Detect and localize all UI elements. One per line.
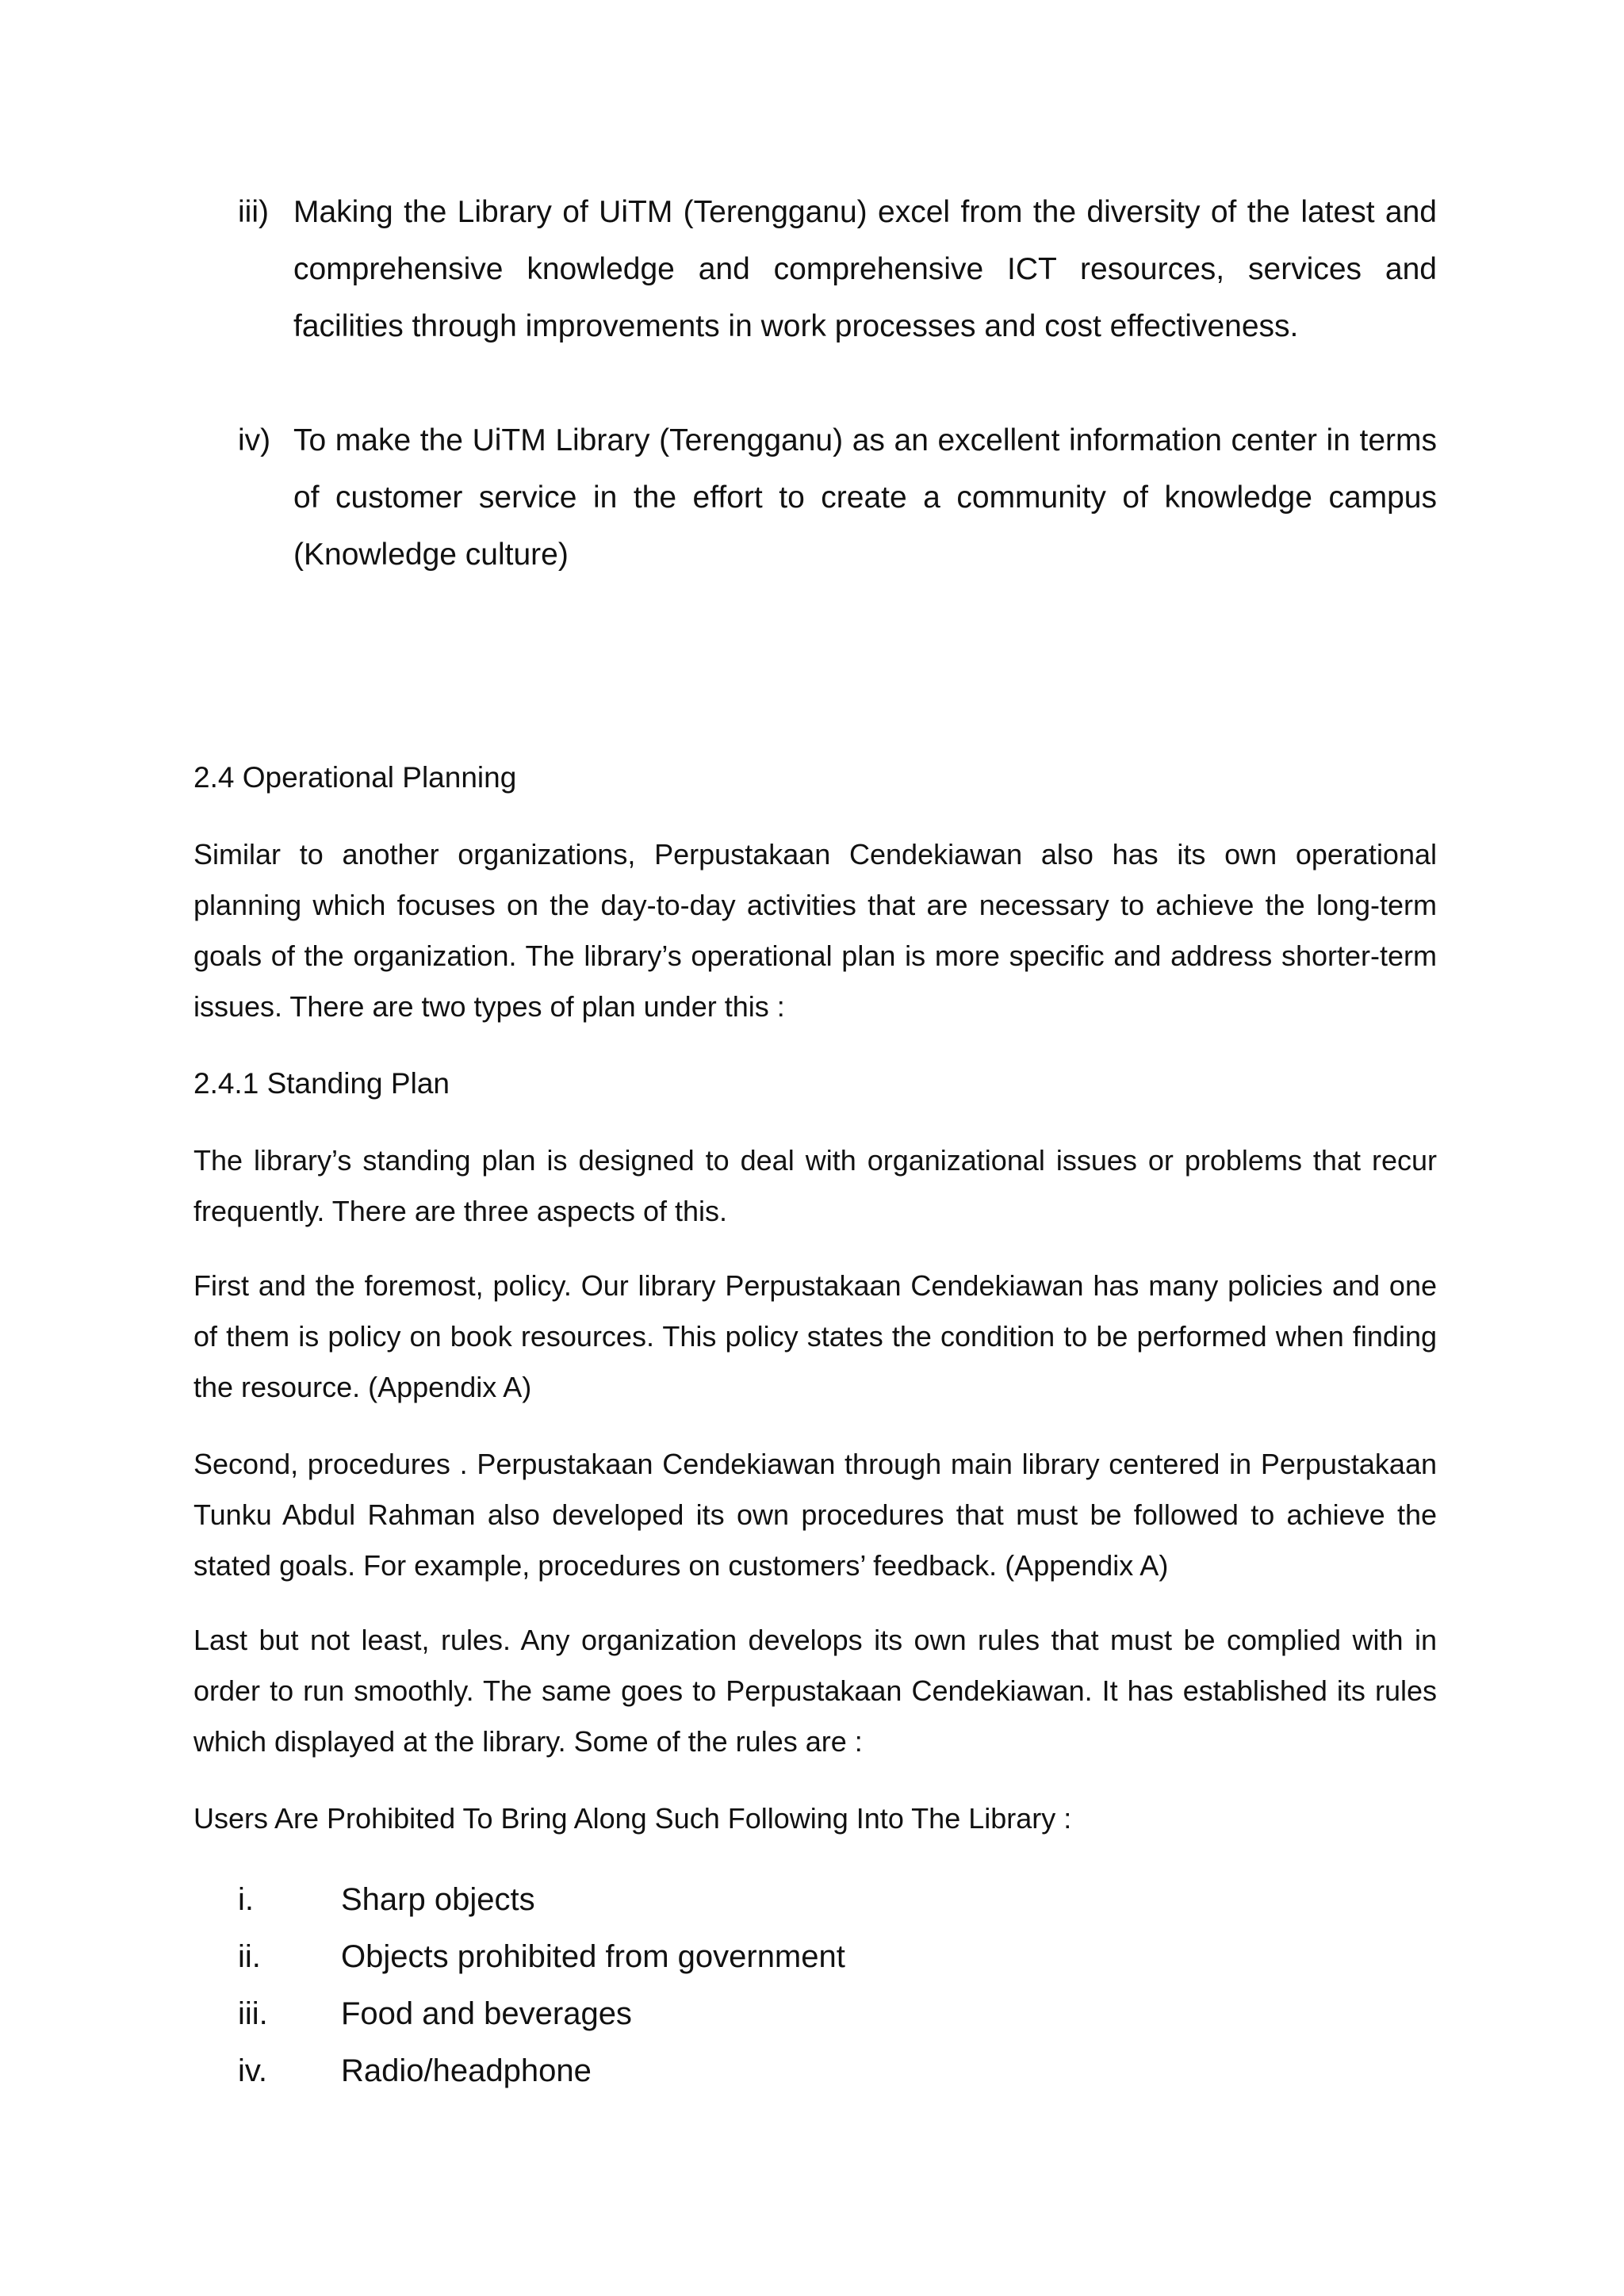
prohibited-intro: Users Are Prohibited To Bring Along Such Following Into The Library : xyxy=(193,1802,1072,1835)
list-item-label: Food and beverages xyxy=(341,1996,632,2031)
list-item xyxy=(238,1985,1269,2042)
list-item-label: Radio/headphone xyxy=(341,2053,592,2088)
objective-marker: iv) xyxy=(238,423,271,457)
objective-marker: iii) xyxy=(238,195,269,229)
list-item-label: Objects prohibited from government xyxy=(341,1939,845,1974)
objective-item-iii xyxy=(238,184,1437,355)
objective-item-iv xyxy=(238,412,1437,584)
subsection-heading: 2.4.1 Standing Plan xyxy=(193,1067,450,1100)
procedures-paragraph: Second, procedures . Perpustakaan Cendekiawan through main library centered in Perpustakaan Tunku Abdul Rahman also developed its own procedures that must be followed to achieve the stated goals. For example, procedures on customers’ feedback. (Appendix A) xyxy=(193,1448,1437,1582)
section-heading: 2.4 Operational Planning xyxy=(193,761,517,794)
standing-plan-paragraph: The library’s standing plan is designed to deal with organizational issues or problems that recur frequently. There are three aspects of this. xyxy=(193,1144,1437,1227)
list-item-number: iv. xyxy=(238,2053,268,2088)
rules-paragraph: Last but not least, rules. Any organization develops its own rules that must be complied with in order to run smoothly. The same goes to Perpustakaan Cendekiawan. It has established its rules which displayed at the library. Some of the rules are : xyxy=(193,1624,1437,1758)
list-item-number: i. xyxy=(238,1882,254,1917)
list-item xyxy=(238,1871,1269,1928)
list-item xyxy=(238,1928,1269,1985)
objective-text: Making the Library of UiTM (Terengganu) excel from the diversity of the latest and comprehensive knowledge and comprehensive ICT resources, services and facilities through improvements in work processes and cost effectiveness. xyxy=(293,195,1437,343)
list-item-label: Sharp objects xyxy=(341,1882,535,1917)
section-intro-paragraph: Similar to another organizations, Perpustakaan Cendekiawan also has its own operational planning which focuses on the day-to-day activities that are necessary to achieve the long-term goals of the organization. The library’s operational plan is more specific and address shorter-term issues. There are two types of plan under this : xyxy=(193,838,1437,1023)
prohibited-items-list xyxy=(238,1871,1269,2099)
policy-paragraph: First and the foremost, policy. Our library Perpustakaan Cendekiawan has many policies and one of them is policy on book resources. This policy states the condition to be performed when finding the resource. (Appendix A) xyxy=(193,1269,1437,1403)
objective-text: To make the UiTM Library (Terengganu) as an excellent information center in terms of customer service in the effort to create a community of knowledge campus (Knowledge culture) xyxy=(293,423,1437,572)
list-item xyxy=(238,2042,1269,2099)
list-item-number: iii. xyxy=(238,1996,268,2031)
list-item-number: ii. xyxy=(238,1939,261,1974)
